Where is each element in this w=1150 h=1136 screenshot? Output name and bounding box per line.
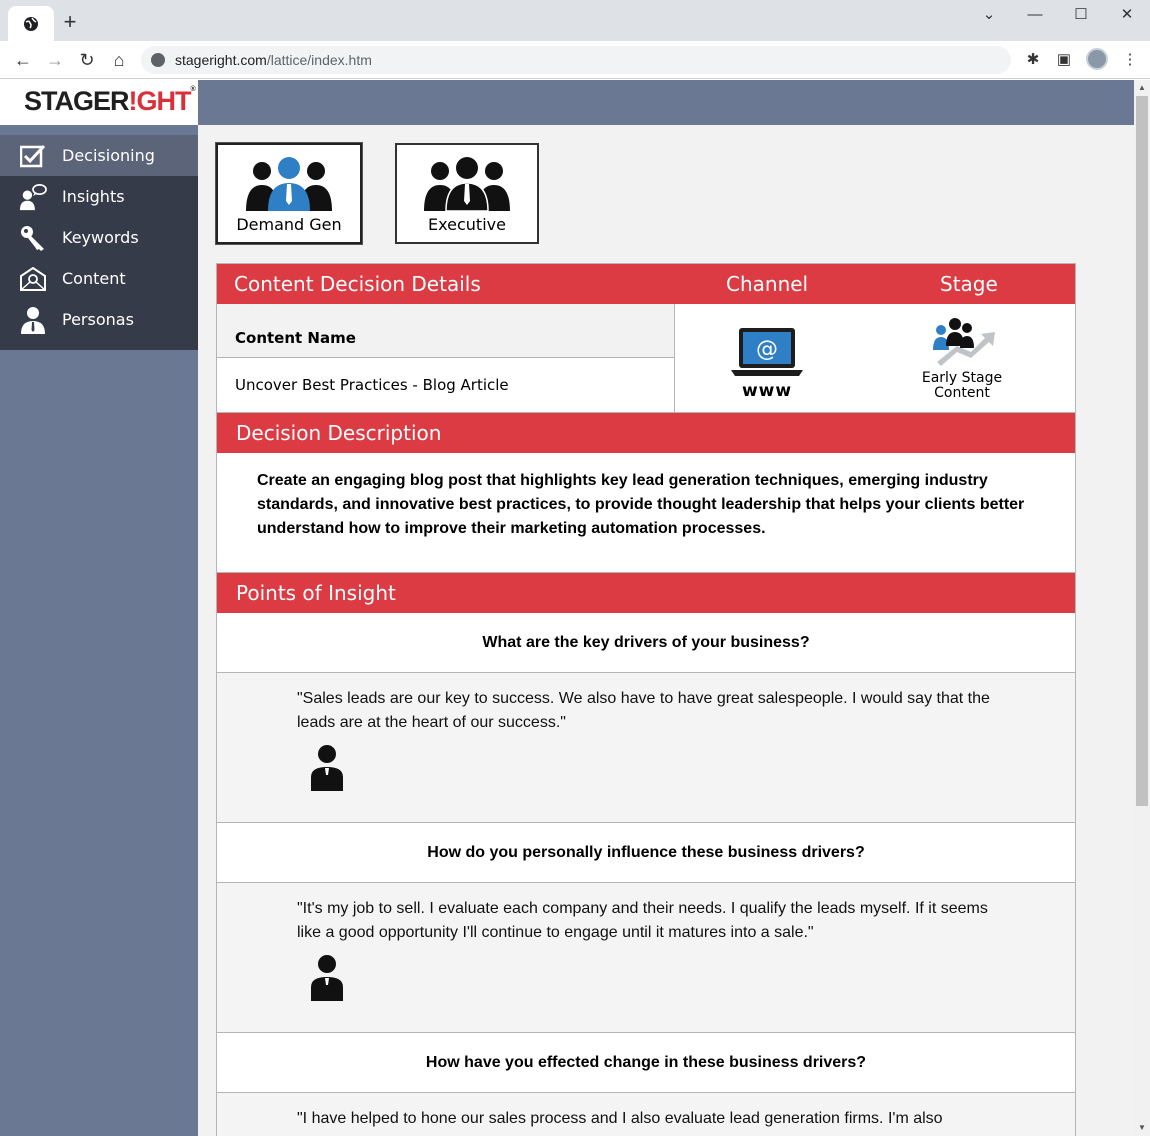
person-silhouette-icon — [309, 743, 345, 791]
svg-text:@: @ — [756, 337, 778, 362]
persona-card-executive[interactable] — [395, 143, 539, 244]
logo-bar — [0, 80, 198, 125]
persona-card-demand-gen[interactable] — [216, 143, 362, 244]
demand-gen-group-icon — [244, 155, 334, 211]
scroll-thumb[interactable] — [1136, 96, 1148, 806]
close-window-icon[interactable]: ✕ — [1120, 6, 1134, 23]
scroll-up-icon[interactable]: ▲ — [1138, 83, 1146, 92]
insight-answer-row — [217, 883, 1075, 1033]
app-container — [0, 80, 1134, 1136]
description-text: Create an engaging blog post that highlights key lead generation techniques, emerging industry standards, and innovative best practices, to provide thought leadership that helps your clients better understand how to improve their marketing automation processes. — [257, 472, 1025, 537]
insights-title: Points of Insight — [217, 573, 1075, 613]
browser-tab[interactable] — [8, 6, 54, 41]
insight-question: What are the key drivers of your business? — [217, 613, 1075, 673]
top-bar — [198, 80, 1134, 125]
sidebar — [0, 135, 198, 350]
sidebar-item-personas[interactable] — [0, 299, 198, 340]
url-text — [175, 52, 372, 68]
insight-answer-row — [217, 1093, 1075, 1136]
stage-header: Stage — [940, 272, 998, 296]
logo-accent-text: !GHT — [128, 86, 191, 116]
channel-label: www — [741, 381, 793, 401]
speech-person-icon — [19, 184, 47, 210]
sidebar-item-label: Content — [62, 269, 126, 288]
decision-description — [216, 413, 1076, 573]
extensions-icon[interactable]: ✱ — [1026, 51, 1040, 68]
checkbox-icon — [19, 143, 47, 169]
logo-main-text: STAGER — [24, 86, 129, 116]
url-host: stageright.com — [175, 52, 267, 68]
details-header — [217, 264, 1075, 304]
insight-question: How have you effected change in these business drivers? — [217, 1033, 1075, 1093]
main-content — [198, 125, 1134, 1136]
scroll-down-icon[interactable]: ▼ — [1138, 1123, 1146, 1132]
address-bar[interactable] — [141, 46, 1011, 74]
browser-tab-bar — [0, 0, 1150, 41]
details-title: Content Decision Details — [234, 272, 481, 296]
minimize-icon[interactable]: — — [1027, 6, 1043, 23]
insight-question: How do you personally influence these business drivers? — [217, 823, 1075, 883]
stageright-logo[interactable]: STAGER!GHT® — [24, 86, 195, 116]
channel-cell — [727, 326, 807, 406]
envelope-icon — [19, 266, 47, 292]
forward-icon[interactable]: → — [46, 50, 64, 70]
globe-icon — [23, 16, 39, 32]
sidebar-item-label: Decisioning — [62, 146, 155, 165]
insight-answer: "I have helped to hone our sales process and I also evaluate lead generation firms. I'm also — [297, 1110, 943, 1127]
channel-header: Channel — [726, 272, 809, 296]
address-row — [0, 41, 1150, 79]
insight-answer: "Sales leads are our key to success. We also have to have great salespeople. I would say that the leads are at the heart of our success." — [297, 690, 990, 731]
side-panel-icon[interactable]: ▣ — [1056, 51, 1072, 68]
person-icon — [19, 307, 47, 333]
stage-label-line2: Content — [934, 385, 990, 401]
sidebar-item-keywords[interactable] — [0, 217, 198, 258]
person-silhouette-icon — [309, 953, 345, 1001]
reload-icon[interactable]: ↻ — [79, 50, 95, 70]
early-stage-icon — [927, 316, 997, 366]
sidebar-item-label: Personas — [62, 310, 134, 329]
home-icon[interactable]: ⌂ — [113, 50, 125, 70]
maximize-icon[interactable]: ☐ — [1074, 6, 1088, 23]
executive-group-icon — [422, 155, 512, 211]
sidebar-item-decisioning[interactable] — [0, 135, 198, 176]
page-scrollbar[interactable] — [1134, 80, 1150, 1136]
sidebar-item-label: Keywords — [62, 228, 139, 247]
content-name-value: Uncover Best Practices - Blog Article — [217, 358, 675, 413]
url-path: /lattice/index.htm — [266, 52, 372, 68]
stage-label-line1: Early Stage — [921, 370, 1003, 386]
content-name-label: Content Name — [217, 304, 675, 358]
menu-icon[interactable]: ⋮ — [1122, 51, 1138, 68]
sidebar-item-insights[interactable] — [0, 176, 198, 217]
laptop-email-icon — [729, 326, 805, 378]
sidebar-item-label: Insights — [62, 187, 125, 206]
content-decision-details — [216, 263, 1076, 413]
tab-search-icon[interactable]: ⌄ — [982, 6, 996, 23]
new-tab-button[interactable]: + — [63, 9, 77, 34]
site-info-icon[interactable] — [151, 53, 165, 67]
key-icon — [19, 225, 47, 251]
persona-label: Demand Gen — [236, 215, 342, 234]
stage-cell — [917, 316, 1007, 408]
back-icon[interactable]: ← — [14, 50, 32, 70]
points-of-insight — [216, 573, 1076, 1136]
description-title: Decision Description — [217, 413, 1075, 453]
sidebar-item-content[interactable] — [0, 258, 198, 299]
persona-label: Executive — [428, 215, 506, 234]
insight-answer-row — [217, 673, 1075, 823]
insight-answer: "It's my job to sell. I evaluate each company and their needs. I qualify the leads myself. If it seems like a good opportunity I'll continue to engage until it matures into a sale." — [297, 900, 988, 941]
profile-avatar[interactable] — [1086, 48, 1108, 70]
